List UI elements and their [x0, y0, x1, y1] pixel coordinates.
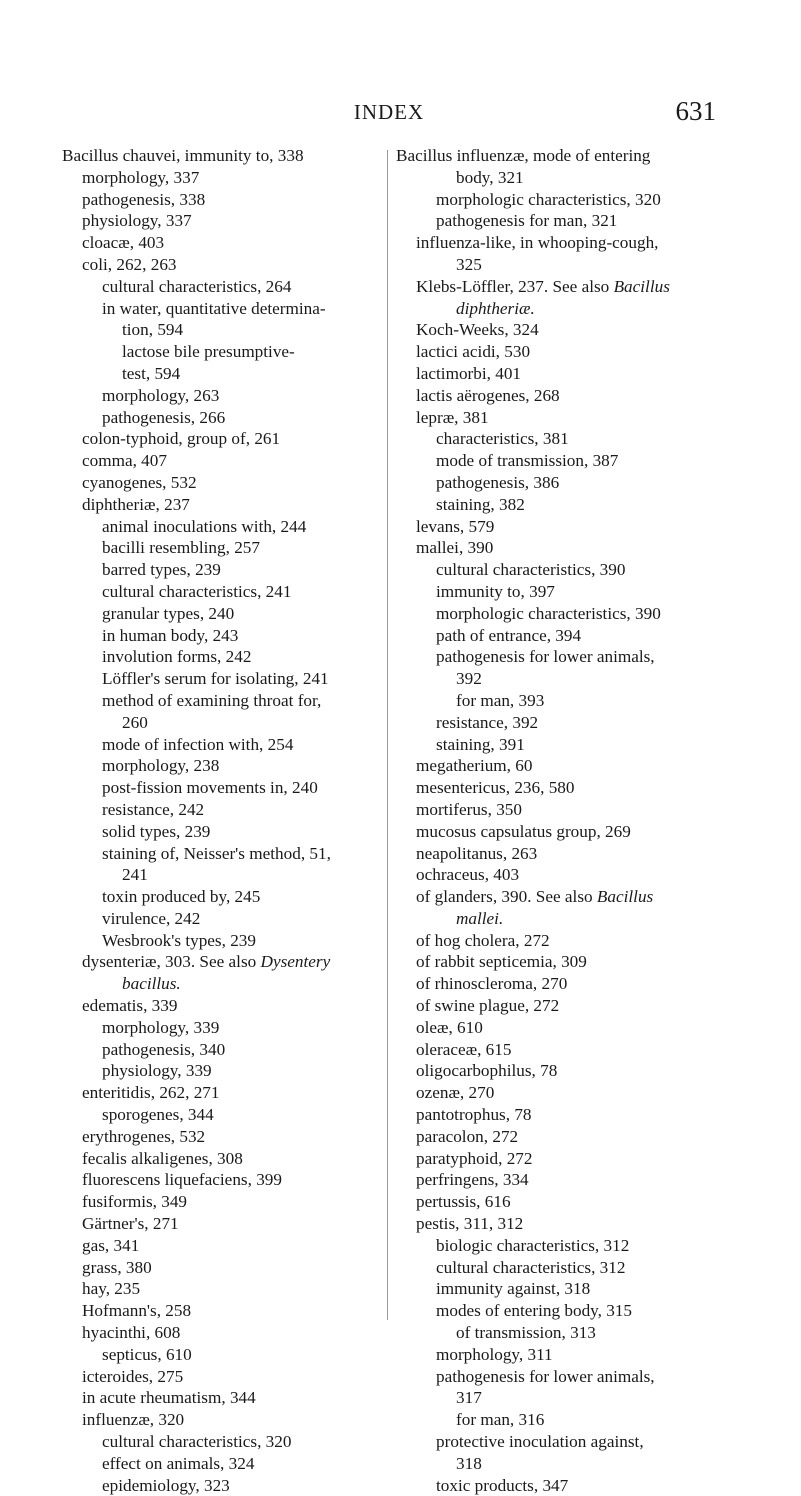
- running-title: INDEX: [353, 100, 425, 124]
- index-entry-text: cultural characteristics, 312: [436, 1257, 626, 1277]
- index-entry-text: fecalis alkaligenes, 308: [82, 1148, 243, 1168]
- index-entry-text: levans, 579: [416, 516, 495, 536]
- index-entry-text: mode of transmission, 387: [436, 451, 619, 471]
- index-entry: [396, 1409, 726, 1431]
- index-entry-text: gas, 341: [82, 1235, 140, 1255]
- index-entry-text: grass, 380: [82, 1257, 152, 1277]
- index-entry: [396, 450, 726, 472]
- index-entry-text: lactose bile presumptive-: [122, 342, 295, 362]
- index-entry: [396, 581, 726, 603]
- index-entry: [62, 210, 392, 232]
- index-entry: [62, 1344, 392, 1366]
- index-column-left: [62, 145, 392, 1496]
- index-entry-text: mallei, 390: [416, 538, 494, 558]
- index-entry: [62, 1169, 392, 1191]
- index-entry: [62, 581, 392, 603]
- index-entry-text: pathogenesis, 338: [82, 189, 206, 209]
- index-entry: [62, 995, 392, 1017]
- index-entry: [396, 494, 726, 516]
- index-entry-text: modes of entering body, 315: [436, 1301, 633, 1321]
- index-entry-text: morphologic characteristics, 320: [436, 189, 661, 209]
- index-entry: [396, 1060, 726, 1082]
- index-entry: [396, 407, 726, 429]
- index-entry: [62, 864, 392, 886]
- index-entry: [62, 690, 392, 712]
- index-entry: [396, 690, 726, 712]
- index-entry-text: 317: [456, 1388, 482, 1408]
- index-entry: [396, 1213, 726, 1235]
- index-entry: [62, 472, 392, 494]
- index-entry: [396, 973, 726, 995]
- index-entry: [396, 1366, 726, 1388]
- index-entry: [396, 843, 726, 865]
- index-entry: [396, 167, 726, 189]
- index-entry: [62, 821, 392, 843]
- index-entry-text: virulence, 242: [102, 908, 201, 928]
- index-entry-text: morphology, 238: [102, 756, 220, 776]
- index-entry: [62, 1104, 392, 1126]
- index-entry: [396, 1431, 726, 1453]
- index-entry-text: pathogenesis for lower animals,: [436, 1366, 655, 1386]
- index-entry: [396, 1104, 726, 1126]
- index-entry: [62, 189, 392, 211]
- index-entry-text: body, 321: [456, 167, 524, 187]
- index-entry-text: sporogenes, 344: [102, 1105, 214, 1125]
- index-entry: [396, 1300, 726, 1322]
- index-entry-text: fusiformis, 349: [82, 1192, 188, 1212]
- index-entry: [396, 1387, 726, 1409]
- index-entry: [62, 1039, 392, 1061]
- index-entry-text: mucosus capsulatus group, 269: [416, 821, 631, 841]
- index-entry: [62, 951, 392, 973]
- index-entry: [62, 385, 392, 407]
- index-entry-text: paratyphoid, 272: [416, 1148, 533, 1168]
- index-entry: [62, 973, 392, 995]
- index-entry: [62, 1126, 392, 1148]
- index-entry-text: staining of, Neisser's method, 51,: [102, 843, 331, 863]
- index-entry-text: mesentericus, 236, 580: [416, 778, 575, 798]
- index-entry: [62, 494, 392, 516]
- index-entry: [396, 1191, 726, 1213]
- index-entry: [62, 755, 392, 777]
- cross-reference: mallei.: [456, 908, 504, 928]
- index-entry-text: cultural characteristics, 390: [436, 560, 626, 580]
- index-entry-text: characteristics, 381: [436, 429, 569, 449]
- index-entry-text: enteritidis, 262, 271: [82, 1083, 220, 1103]
- index-entry-text: comma, 407: [82, 451, 167, 471]
- index-entry-text: tion, 594: [122, 320, 184, 340]
- page-number: 631: [675, 96, 716, 126]
- index-entry-text: for man, 393: [456, 690, 545, 710]
- index-entry-text: toxic products, 347: [436, 1475, 569, 1495]
- index-entry: [396, 472, 726, 494]
- index-entry-text: lepræ, 381: [416, 407, 489, 427]
- index-entry-text: neapolitanus, 263: [416, 843, 538, 863]
- index-entry-text: post-fission movements in, 240: [102, 778, 318, 798]
- index-entry-text: edematis, 339: [82, 996, 178, 1016]
- cross-reference: Dysentery: [260, 952, 331, 972]
- cross-reference: Bacillus: [613, 276, 670, 296]
- index-entry: [396, 1126, 726, 1148]
- index-entry: [62, 1191, 392, 1213]
- index-entry-text: path of entrance, 394: [436, 625, 582, 645]
- index-entry: [396, 734, 726, 756]
- page-header: [62, 96, 716, 126]
- index-entry: [396, 908, 726, 930]
- index-entry-text: morphology, 339: [102, 1017, 220, 1037]
- index-entry-text: 260: [122, 712, 148, 732]
- index-entry: [396, 1082, 726, 1104]
- index-entry: [396, 189, 726, 211]
- index-entry-text: pathogenesis, 266: [102, 407, 226, 427]
- index-entry-text: of rabbit septicemia, 309: [416, 952, 587, 972]
- index-entry-text: barred types, 239: [102, 560, 221, 580]
- index-entry: [396, 755, 726, 777]
- index-entry-text: resistance, 392: [436, 712, 539, 732]
- index-entry-text: morphology, 263: [102, 385, 220, 405]
- index-entry: [396, 1344, 726, 1366]
- index-entry-text: megatherium, 60: [416, 756, 533, 776]
- index-entry-text: effect on animals, 324: [102, 1453, 255, 1473]
- index-entry: [396, 603, 726, 625]
- index-entry: [62, 1257, 392, 1279]
- index-entry-text: 318: [456, 1453, 482, 1473]
- index-entry-text: septicus, 610: [102, 1344, 192, 1364]
- index-entry-text: of glanders, 390. See also: [416, 887, 597, 907]
- index-entry: [396, 276, 726, 298]
- index-entry-text: Wesbrook's types, 239: [102, 930, 256, 950]
- index-entry-text: colon-typhoid, group of, 261: [82, 429, 281, 449]
- index-entry-text: cyanogenes, 532: [82, 472, 197, 492]
- index-entry: [62, 276, 392, 298]
- index-entry-text: Bacillus chauvei, immunity to, 338: [62, 146, 304, 165]
- index-entry: [62, 1409, 392, 1431]
- index-entry: [396, 886, 726, 908]
- index-entry-text: solid types, 239: [102, 821, 211, 841]
- index-entry: [62, 843, 392, 865]
- index-entry-text: Koch-Weeks, 324: [416, 320, 539, 340]
- index-entry: [396, 930, 726, 952]
- index-entry-text: toxin produced by, 245: [102, 887, 261, 907]
- index-entry-text: protective inoculation against,: [436, 1432, 644, 1452]
- index-entry-text: icteroides, 275: [82, 1366, 184, 1386]
- index-entry: [396, 559, 726, 581]
- index-entry-text: morphology, 311: [436, 1344, 553, 1364]
- index-entry-text: dysenteriæ, 303. See also: [82, 952, 261, 972]
- cross-reference: Bacillus: [596, 887, 654, 907]
- index-entry-text: Löffler's serum for isolating, 241: [102, 669, 329, 689]
- index-entry: [62, 232, 392, 254]
- index-entry-text: lactici acidi, 530: [416, 342, 531, 362]
- index-entry-text: hay, 235: [82, 1279, 141, 1299]
- index-entry: [62, 712, 392, 734]
- index-entry-text: lactis aërogenes, 268: [416, 385, 560, 405]
- index-entry: [396, 777, 726, 799]
- index-entry-text: oleraceæ, 615: [416, 1039, 512, 1059]
- index-entry: [62, 363, 392, 385]
- index-entry: [396, 668, 726, 690]
- index-entry: [62, 1017, 392, 1039]
- index-entry: [62, 1082, 392, 1104]
- column-divider: [387, 150, 388, 1320]
- index-entry-text: pestis, 311, 312: [416, 1214, 524, 1234]
- index-entry-text: paracolon, 272: [416, 1126, 519, 1146]
- index-entry: [62, 407, 392, 429]
- index-entry: [396, 1039, 726, 1061]
- index-entry-text: mortiferus, 350: [416, 799, 522, 819]
- index-entry: [396, 385, 726, 407]
- index-entry-text: cultural characteristics, 264: [102, 276, 292, 296]
- index-entry: [396, 799, 726, 821]
- index-entry: [62, 428, 392, 450]
- index-entry: [62, 1366, 392, 1388]
- index-entry-text: influenza-like, in whooping-cough,: [416, 233, 659, 253]
- index-entry-text: bacilli resembling, 257: [102, 538, 260, 558]
- index-entry: [62, 254, 392, 276]
- index-entry-text: pathogenesis, 340: [102, 1039, 226, 1059]
- index-entry: [62, 450, 392, 472]
- index-entry: [396, 864, 726, 886]
- index-entry: [396, 625, 726, 647]
- index-entry: [62, 1453, 392, 1475]
- index-entry: [62, 516, 392, 538]
- index-entry: [396, 428, 726, 450]
- index-entry: [62, 319, 392, 341]
- index-entry-text: oligocarbophilus, 78: [416, 1061, 558, 1081]
- index-entry: [62, 1148, 392, 1170]
- index-column-right: [396, 145, 726, 1496]
- index-entry: [62, 646, 392, 668]
- index-entry-text: staining, 391: [436, 734, 525, 754]
- index-entry: [62, 625, 392, 647]
- index-entry: [396, 1278, 726, 1300]
- index-entry-text: oleæ, 610: [416, 1017, 483, 1037]
- index-entry: [62, 298, 392, 320]
- index-entry-text: coli, 262, 263: [82, 254, 177, 274]
- index-entry: [396, 1017, 726, 1039]
- index-entry-text: mode of infection with, 254: [102, 734, 294, 754]
- index-entry-text: hyacinthi, 608: [82, 1323, 181, 1343]
- index-entry: [62, 145, 392, 167]
- index-entry-text: in water, quantitative determina-: [102, 298, 326, 318]
- index-entry: [396, 1235, 726, 1257]
- index-entry-text: morphologic characteristics, 390: [436, 603, 661, 623]
- index-entry-text: ochraceus, 403: [416, 865, 520, 885]
- index-entry-text: granular types, 240: [102, 603, 235, 623]
- index-entry-text: test, 594: [122, 363, 181, 383]
- index-entry-text: Hofmann's, 258: [82, 1301, 192, 1321]
- index-entry: [62, 559, 392, 581]
- index-entry: [62, 1235, 392, 1257]
- index-entry: [62, 734, 392, 756]
- index-entry: [62, 908, 392, 930]
- index-entry-text: 392: [456, 669, 482, 689]
- index-entry: [62, 1278, 392, 1300]
- index-entry: [62, 1387, 392, 1409]
- index-entry: [396, 145, 726, 167]
- index-entry: [396, 516, 726, 538]
- index-entry-text: pathogenesis for man, 321: [436, 211, 618, 231]
- index-entry: [396, 210, 726, 232]
- cross-reference: bacillus.: [122, 974, 181, 994]
- index-entry: [62, 1300, 392, 1322]
- index-entry-text: of swine plague, 272: [416, 996, 560, 1016]
- index-entry-text: pantotrophus, 78: [416, 1105, 532, 1125]
- index-entry-text: lactimorbi, 401: [416, 363, 522, 383]
- index-entry-text: physiology, 339: [102, 1061, 212, 1081]
- index-entry: [62, 886, 392, 908]
- index-entry-text: fluorescens liquefaciens, 399: [82, 1170, 282, 1190]
- index-entry: [62, 1431, 392, 1453]
- index-entry: [62, 1322, 392, 1344]
- index-entry-text: 241: [122, 865, 148, 885]
- index-entry-text: of rhinoscleroma, 270: [416, 974, 568, 994]
- index-entry: [396, 1453, 726, 1475]
- index-entry: [396, 537, 726, 559]
- index-entry-text: of hog cholera, 272: [416, 930, 550, 950]
- index-entry: [396, 821, 726, 843]
- index-entry: [396, 232, 726, 254]
- index-entry: [396, 712, 726, 734]
- index-entry-text: cultural characteristics, 320: [102, 1432, 292, 1452]
- index-entry-text: epidemiology, 323: [102, 1475, 230, 1495]
- index-entry-text: diphtheriæ, 237: [82, 494, 190, 514]
- index-entry: [396, 1169, 726, 1191]
- index-entry-text: erythrogenes, 532: [82, 1126, 206, 1146]
- index-entry-text: physiology, 337: [82, 211, 192, 231]
- index-entry-text: in human body, 243: [102, 625, 239, 645]
- cross-reference: diphtheriæ.: [456, 298, 535, 318]
- index-entry-text: in acute rheumatism, 344: [82, 1388, 256, 1408]
- index-entry-text: biologic characteristics, 312: [436, 1235, 630, 1255]
- index-entry-text: of transmission, 313: [456, 1323, 596, 1343]
- index-entry-text: cloacæ, 403: [82, 233, 165, 253]
- index-entry-text: immunity to, 397: [436, 581, 555, 601]
- index-entry: [62, 603, 392, 625]
- index-entry-text: method of examining throat for,: [102, 690, 322, 710]
- index-entry: [396, 319, 726, 341]
- index-entry: [396, 1322, 726, 1344]
- index-entry-text: Bacillus influenzæ, mode of entering: [396, 146, 651, 165]
- index-entry: [62, 341, 392, 363]
- index-entry-text: involution forms, 242: [102, 647, 252, 667]
- index-entry-text: ozenæ, 270: [416, 1083, 495, 1103]
- index-entry: [396, 1475, 726, 1496]
- index-entry: [396, 363, 726, 385]
- index-entry-text: Klebs-Löffler, 237. See also: [416, 276, 614, 296]
- index-entry: [396, 1148, 726, 1170]
- index-entry: [62, 668, 392, 690]
- index-entry-text: perfringens, 334: [416, 1170, 529, 1190]
- index-entry-text: immunity against, 318: [436, 1279, 591, 1299]
- index-entry: [62, 1475, 392, 1496]
- index-entry: [396, 951, 726, 973]
- index-entry: [62, 777, 392, 799]
- index-entry: [62, 799, 392, 821]
- index-entry-text: for man, 316: [456, 1410, 545, 1430]
- index-entry: [62, 1213, 392, 1235]
- index-entry-text: resistance, 242: [102, 799, 205, 819]
- index-entry: [396, 298, 726, 320]
- index-entry: [396, 646, 726, 668]
- index-entry: [396, 995, 726, 1017]
- index-entry-text: pathogenesis for lower animals,: [436, 647, 655, 667]
- index-entry-text: morphology, 337: [82, 167, 200, 187]
- index-entry: [62, 167, 392, 189]
- index-entry-text: pathogenesis, 386: [436, 472, 560, 492]
- index-entry-text: Gärtner's, 271: [82, 1214, 179, 1234]
- index-entry-text: cultural characteristics, 241: [102, 581, 292, 601]
- index-entry: [396, 341, 726, 363]
- index-entry-text: 325: [456, 254, 482, 274]
- index-entry: [62, 1060, 392, 1082]
- index-entry-text: staining, 382: [436, 494, 525, 514]
- index-entry-text: animal inoculations with, 244: [102, 516, 307, 536]
- index-entry: [62, 930, 392, 952]
- index-entry: [396, 254, 726, 276]
- index-entry: [62, 537, 392, 559]
- index-entry-text: influenzæ, 320: [82, 1410, 185, 1430]
- index-entry-text: pertussis, 616: [416, 1192, 511, 1212]
- index-entry: [396, 1257, 726, 1279]
